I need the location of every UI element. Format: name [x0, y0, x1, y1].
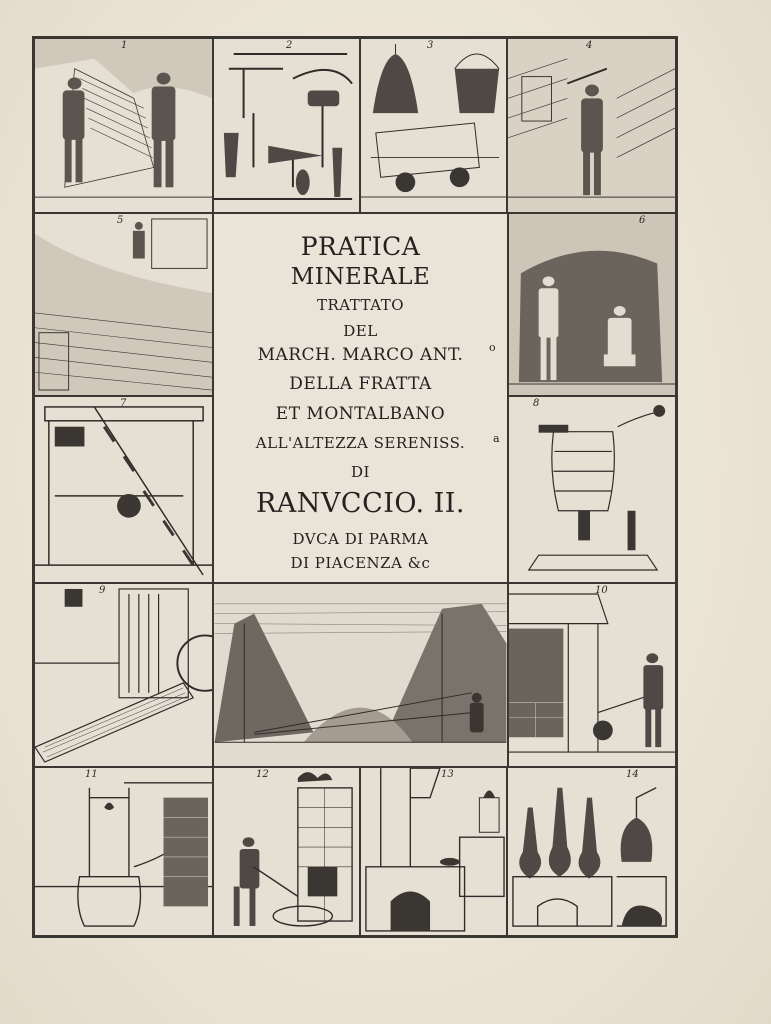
pickaxe-miner-engraving	[508, 39, 675, 212]
cave-miners-engraving	[509, 214, 675, 395]
superscript-a: a	[493, 432, 500, 445]
drainage-machine-engraving	[35, 397, 212, 582]
plate-number: 6	[639, 215, 646, 226]
engraved-plate	[32, 36, 678, 938]
bell-cart-engraving	[361, 39, 506, 212]
plate-number: 12	[256, 769, 269, 780]
title-line-altezza: ALL'ALTEZZA SERENISS.	[255, 434, 466, 452]
title-line-fratta: DELLA FRATTA	[289, 374, 432, 394]
barrel-furnace-engraving	[509, 397, 675, 582]
title-line-minerale: MINERALE	[290, 264, 431, 290]
mountain-haulage-engraving	[214, 584, 507, 766]
plate-number: 11	[85, 769, 98, 780]
washing-trough-engraving	[35, 584, 212, 766]
title-panel	[213, 213, 508, 583]
title-line-trattato: TRATTATO	[316, 296, 405, 314]
plate-number: 13	[441, 769, 454, 780]
plate-washing-trough	[34, 583, 213, 767]
plate-distillation	[507, 767, 676, 936]
plate-kiln-arch	[360, 767, 507, 936]
plate-number: 2	[286, 40, 293, 51]
title-line-piacenza: DI PIACENZA &c	[290, 554, 431, 572]
furnace-wheelbarrow-engraving	[509, 584, 675, 766]
title-line-duca: DVCA DI PARMA	[292, 530, 429, 548]
kiln-arch-engraving	[361, 768, 506, 935]
title-line-pratica: PRATICA	[300, 232, 421, 261]
title-line-di: DI	[351, 463, 370, 481]
plate-bell-cart	[360, 38, 507, 213]
plate-pickaxe-miner	[507, 38, 676, 213]
title-line-ranuccio: RANVCCIO. II.	[255, 488, 466, 519]
distillation-engraving	[508, 768, 675, 935]
plate-number: 4	[586, 40, 593, 51]
plate-smelting-furnace	[213, 767, 360, 936]
plate-number: 14	[626, 769, 639, 780]
plate-drainage-machine	[34, 396, 213, 583]
tools-engraving	[214, 39, 359, 212]
plate-number: 9	[99, 585, 106, 596]
plate-number: 3	[427, 40, 434, 51]
plate-cave-miners	[508, 213, 676, 396]
plate-tools	[213, 38, 360, 213]
plate-barrel-furnace	[508, 396, 676, 583]
still-barrel-engraving	[35, 768, 212, 935]
title-line-author: MARCH. MARCO ANT.	[257, 345, 464, 365]
plate-number: 7	[120, 398, 127, 409]
title-line-del: DEL	[343, 322, 378, 340]
plate-miners	[34, 38, 213, 213]
smelting-furnace-engraving	[214, 768, 359, 935]
miners-engraving	[35, 39, 212, 212]
plate-shaft-entrance	[34, 213, 213, 396]
plate-number: 8	[533, 398, 540, 409]
plate-number: 10	[595, 585, 608, 596]
superscript-o: o	[489, 341, 496, 354]
shaft-entrance-engraving	[35, 214, 212, 395]
plate-still-barrel	[34, 767, 213, 936]
plate-mountain-haulage	[213, 583, 508, 767]
plate-furnace-wheelbarrow	[508, 583, 676, 767]
title-line-montalbano: ET MONTALBANO	[275, 404, 446, 424]
plate-number: 5	[117, 215, 124, 226]
plate-number: 1	[121, 40, 128, 51]
